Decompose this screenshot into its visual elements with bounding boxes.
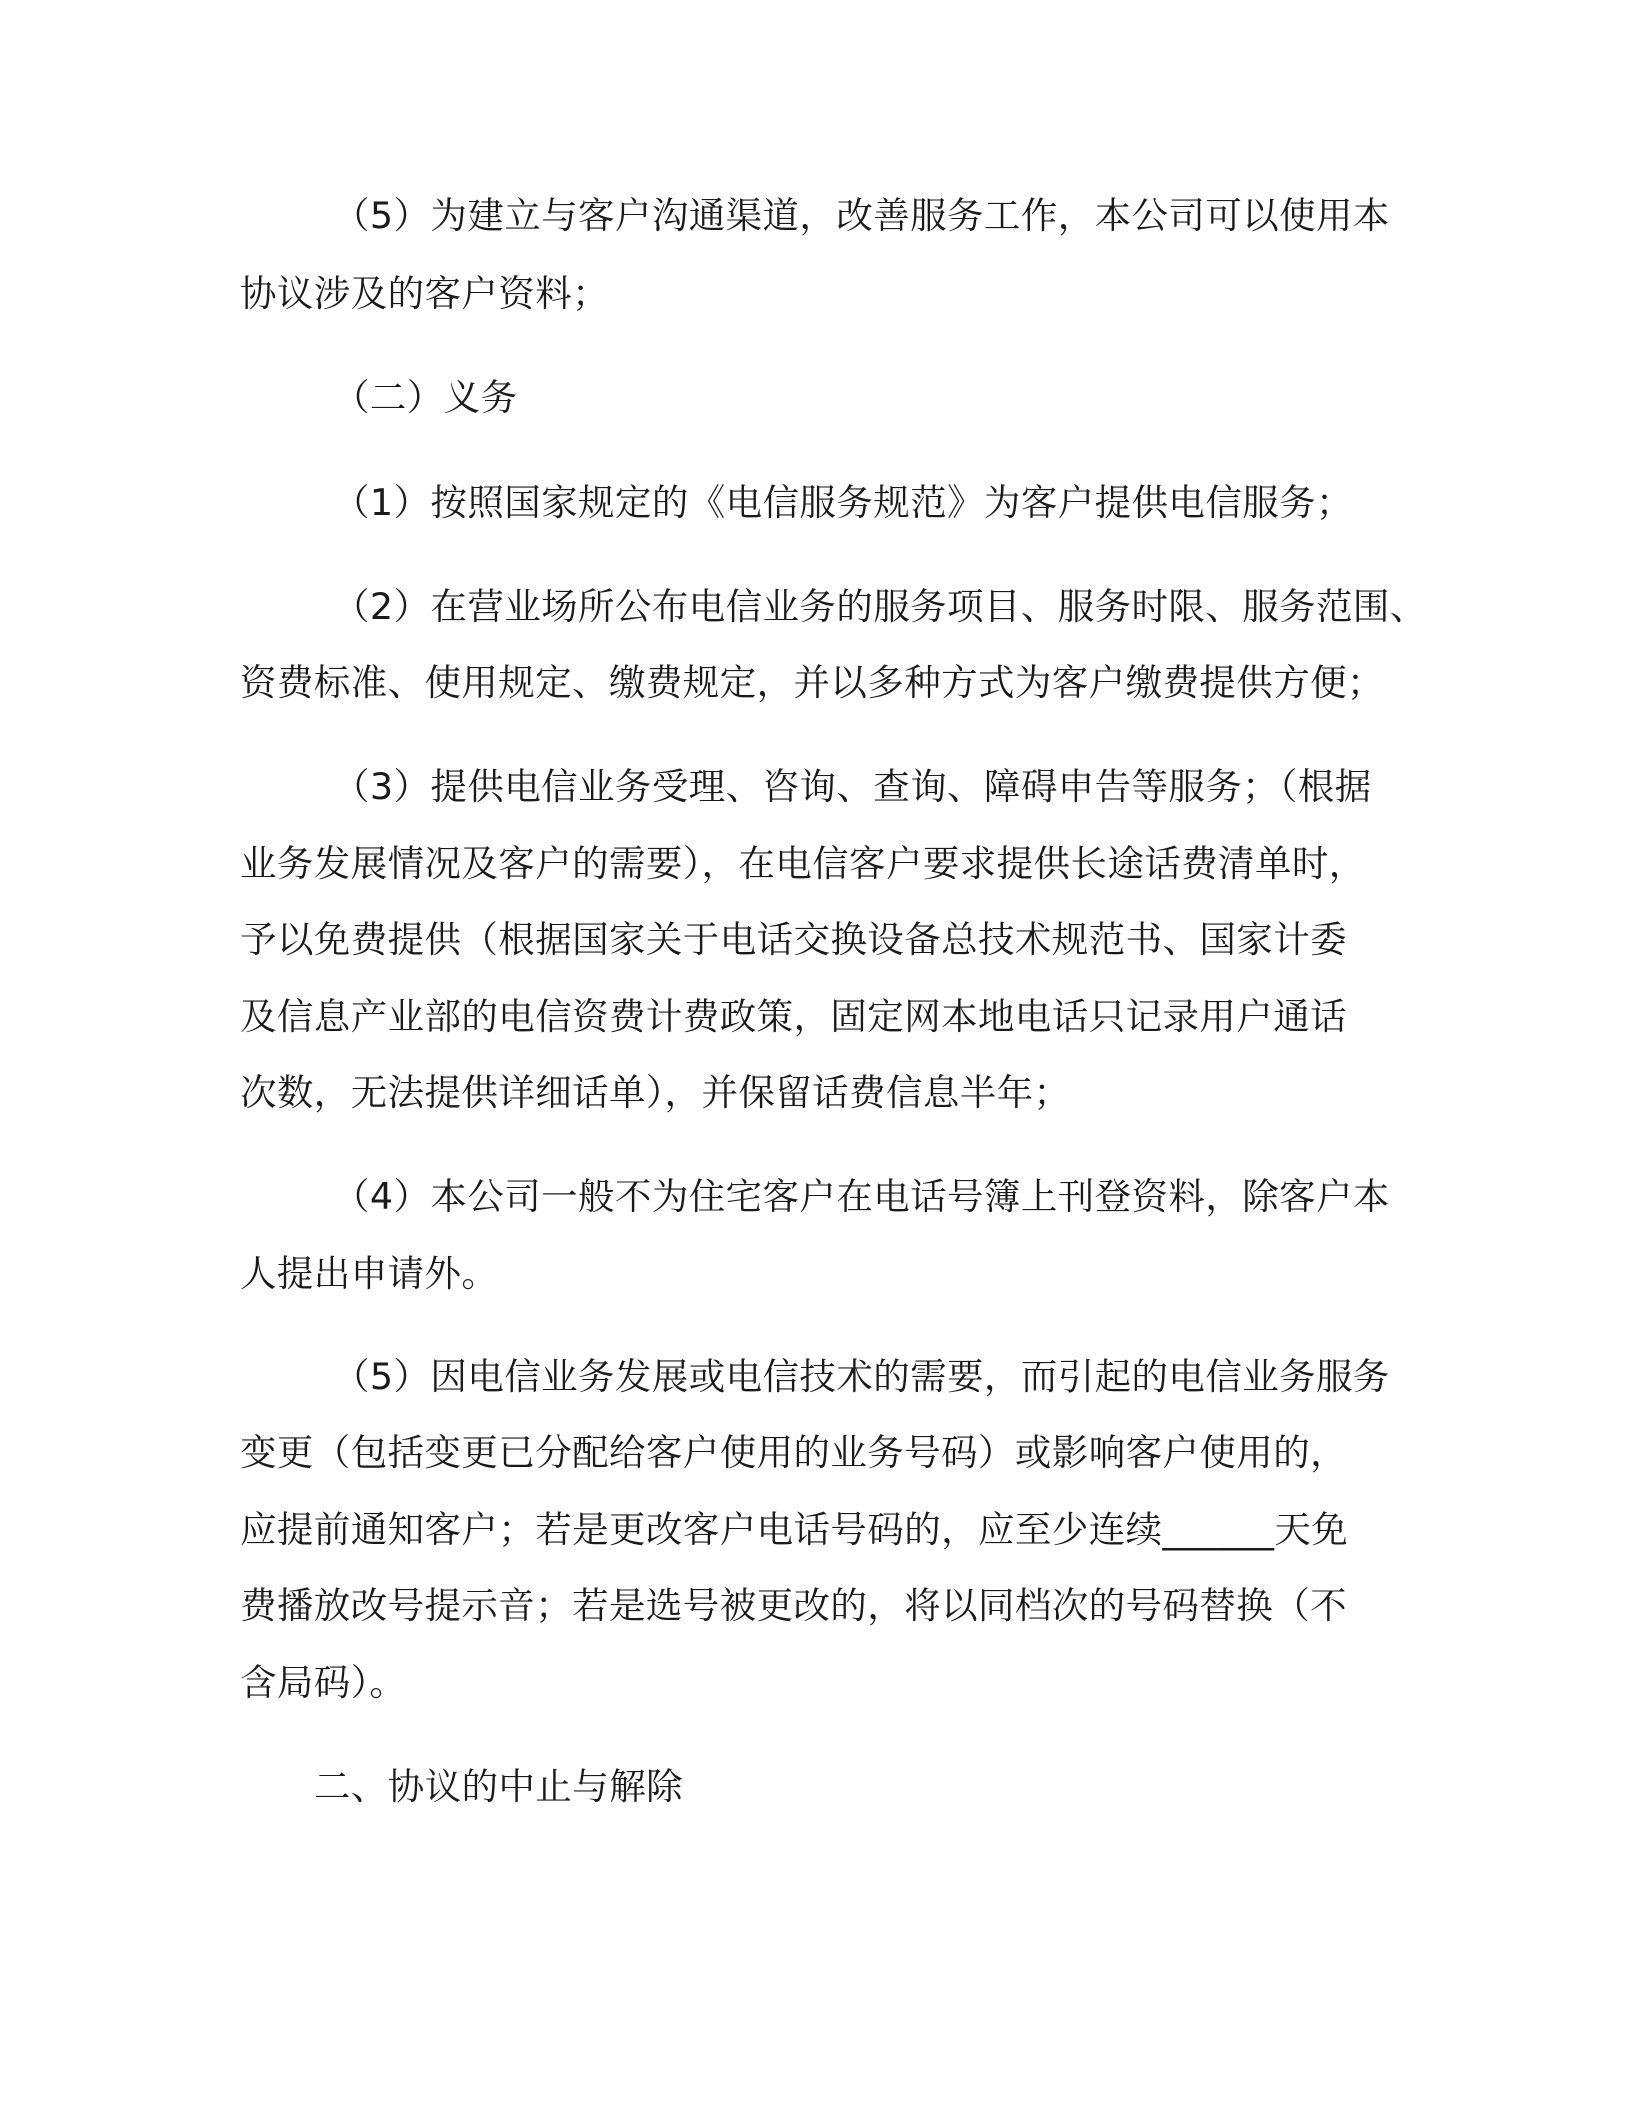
obligation-1-line-1: （1）按照国家规定的《电信服务规范》为客户提供电信服务； — [333, 481, 1353, 524]
obligation-5-line-3: 应提前通知客户；若是更改客户电话号码的，应至少连续______天免 — [240, 1508, 1349, 1551]
obligation-2-line-1: （2）在营业场所公布电信业务的服务项目、服务时限、服务范围、 — [333, 585, 1427, 628]
obligation-3-line-2: 业务发展情况及客户的需要），在电信客户要求提供长途话费清单时， — [240, 842, 1366, 885]
paragraph-5-line-1: （5）为建立与客户沟通渠道，改善服务工作，本公司可以使用本 — [333, 194, 1390, 237]
obligation-3-line-3: 予以免费提供（根据国家关于电话交换设备总技术规范书、国家计委 — [240, 918, 1347, 961]
section-heading-suspension-termination: 二、协议的中止与解除 — [314, 1765, 683, 1808]
obligation-3-line-4: 及信息产业部的电信资费计费政策，固定网本地电话只记录用户通话 — [240, 995, 1347, 1038]
obligation-5-line-1: （5）因电信业务发展或电信技术的需要，而引起的电信业务服务 — [333, 1355, 1390, 1398]
obligation-3-line-5: 次数，无法提供详细话单），并保留话费信息半年； — [240, 1071, 1071, 1114]
obligation-4-line-2: 人提出申请外。 — [240, 1252, 499, 1295]
section-heading-obligations: （二）义务 — [333, 376, 518, 419]
paragraph-5-line-2: 协议涉及的客户资料； — [240, 272, 609, 315]
obligation-5-line-5: 含局码）。 — [240, 1661, 407, 1704]
obligation-3-line-1: （3）提供电信业务受理、咨询、查询、障碍申告等服务；（根据 — [333, 765, 1372, 808]
obligation-4-line-1: （4）本公司一般不为住宅客户在电话号簿上刊登资料，除客户本 — [333, 1175, 1390, 1218]
obligation-5-line-2: 变更（包括变更已分配给客户使用的业务号码）或影响客户使用的， — [240, 1431, 1347, 1474]
obligation-5-line-4: 费播放改号提示音；若是选号被更改的，将以同档次的号码替换（不 — [240, 1584, 1347, 1627]
obligation-2-line-2: 资费标准、使用规定、缴费规定，并以多种方式为客户缴费提供方便； — [240, 661, 1384, 704]
